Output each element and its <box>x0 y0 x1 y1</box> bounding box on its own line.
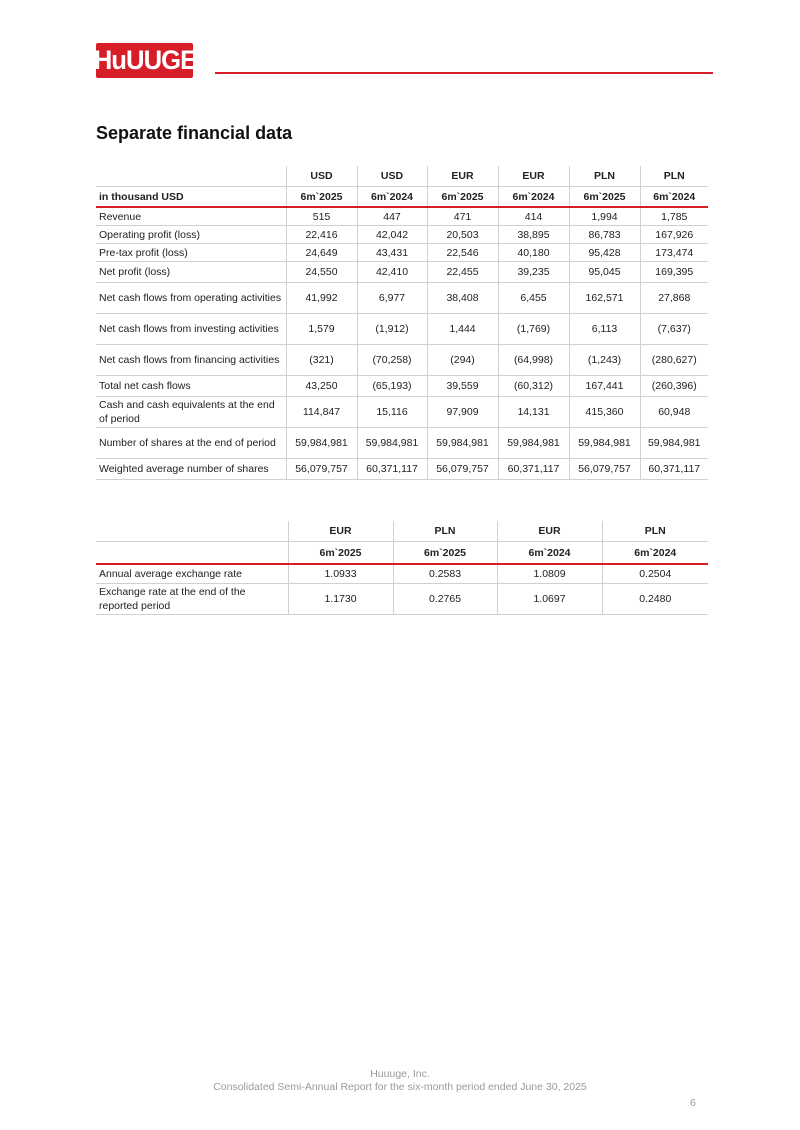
header-blank-cell <box>96 542 288 565</box>
table-cell: 56,079,757 <box>569 459 640 480</box>
currency-header: EUR <box>427 166 498 187</box>
table-row <box>96 262 708 283</box>
table-cell: (321) <box>286 345 357 376</box>
currency-header: PLN <box>569 166 640 187</box>
table-row <box>96 564 708 584</box>
table-cell: 60,371,117 <box>640 459 708 480</box>
row-label: Net cash flows from investing activities <box>96 314 286 345</box>
table-cell: 59,984,981 <box>640 428 708 459</box>
period-header-row <box>96 187 708 208</box>
currency-header-row <box>96 521 708 542</box>
row-label: Cash and cash equivalents at the end of period <box>96 397 286 428</box>
period-header-row <box>96 542 708 565</box>
table-cell: 515 <box>286 207 357 226</box>
table-cell: 95,428 <box>569 244 640 262</box>
header-rule <box>215 72 713 74</box>
table-cell: 42,042 <box>357 226 427 244</box>
table-row <box>96 345 708 376</box>
row-label: Net cash flows from operating activities <box>96 283 286 314</box>
table-cell: 27,868 <box>640 283 708 314</box>
table-cell: 0.2480 <box>602 584 708 615</box>
financial-data-table <box>96 166 708 480</box>
table-cell: (1,912) <box>357 314 427 345</box>
table-cell: 43,250 <box>286 376 357 397</box>
table-cell: 167,441 <box>569 376 640 397</box>
table-cell: 59,984,981 <box>427 428 498 459</box>
period-header: 6m`2024 <box>498 187 569 208</box>
table-cell: 1,785 <box>640 207 708 226</box>
page-footer <box>0 1068 800 1094</box>
table-cell: 173,474 <box>640 244 708 262</box>
table-cell: 60,948 <box>640 397 708 428</box>
table-cell: 24,649 <box>286 244 357 262</box>
table-cell: 40,180 <box>498 244 569 262</box>
table-cell: 169,395 <box>640 262 708 283</box>
row-label: Weighted average number of shares <box>96 459 286 480</box>
row-label: Net cash flows from financing activities <box>96 345 286 376</box>
table-cell: 6,977 <box>357 283 427 314</box>
period-header: 6m`2025 <box>569 187 640 208</box>
table-cell: 6,113 <box>569 314 640 345</box>
table-cell: 15,116 <box>357 397 427 428</box>
table-cell: 60,371,117 <box>357 459 427 480</box>
period-header: 6m`2025 <box>288 542 393 565</box>
period-header: 6m`2025 <box>286 187 357 208</box>
unit-header: in thousand USD <box>96 187 286 208</box>
currency-header: USD <box>357 166 427 187</box>
table-cell: 114,847 <box>286 397 357 428</box>
table-cell: 1.0809 <box>497 564 602 584</box>
currency-header: PLN <box>602 521 708 542</box>
table-cell: 1,994 <box>569 207 640 226</box>
period-header: 6m`2024 <box>602 542 708 565</box>
currency-header: USD <box>286 166 357 187</box>
table-row <box>96 376 708 397</box>
table-cell: 20,503 <box>427 226 498 244</box>
table-cell: (7,637) <box>640 314 708 345</box>
exchange-rate-table <box>96 521 708 615</box>
table-cell: 24,550 <box>286 262 357 283</box>
footer-company: Huuuge, Inc. <box>370 1068 430 1080</box>
table-cell: 56,079,757 <box>427 459 498 480</box>
logo-text: HuUUGE <box>93 45 196 75</box>
table-cell: 1,444 <box>427 314 498 345</box>
table-cell: 0.2583 <box>393 564 497 584</box>
table-cell: 22,455 <box>427 262 498 283</box>
table-cell: 1.0697 <box>497 584 602 615</box>
currency-header: EUR <box>498 166 569 187</box>
header-blank-cell <box>96 521 288 542</box>
currency-header: EUR <box>288 521 393 542</box>
table-cell: 415,360 <box>569 397 640 428</box>
table-cell: (280,627) <box>640 345 708 376</box>
table-row <box>96 207 708 226</box>
table-cell: 162,571 <box>569 283 640 314</box>
row-label: Pre-tax profit (loss) <box>96 244 286 262</box>
section-title: Separate financial data <box>96 123 293 143</box>
table-cell: 0.2765 <box>393 584 497 615</box>
table-cell: (260,396) <box>640 376 708 397</box>
period-header: 6m`2024 <box>640 187 708 208</box>
table-cell: 39,559 <box>427 376 498 397</box>
table-cell: 56,079,757 <box>286 459 357 480</box>
table-cell: 471 <box>427 207 498 226</box>
table-cell: (60,312) <box>498 376 569 397</box>
table-cell: 6,455 <box>498 283 569 314</box>
row-label: Revenue <box>96 207 286 226</box>
currency-header: PLN <box>393 521 497 542</box>
table-cell: 0.2504 <box>602 564 708 584</box>
table-cell: 86,783 <box>569 226 640 244</box>
table-cell: 22,416 <box>286 226 357 244</box>
table-cell: 59,984,981 <box>498 428 569 459</box>
period-header: 6m`2025 <box>427 187 498 208</box>
currency-header: EUR <box>497 521 602 542</box>
row-label: Number of shares at the end of period <box>96 428 286 459</box>
row-label: Annual average exchange rate <box>96 564 288 584</box>
table-cell: (1,243) <box>569 345 640 376</box>
table-cell: 42,410 <box>357 262 427 283</box>
table-cell: 60,371,117 <box>498 459 569 480</box>
table-cell: 43,431 <box>357 244 427 262</box>
table-row <box>96 428 708 459</box>
table-cell: 59,984,981 <box>357 428 427 459</box>
table-cell: (1,769) <box>498 314 569 345</box>
table-row <box>96 283 708 314</box>
table-row <box>96 397 708 428</box>
currency-header: PLN <box>640 166 708 187</box>
row-label: Total net cash flows <box>96 376 286 397</box>
table-cell: 38,895 <box>498 226 569 244</box>
period-header: 6m`2024 <box>357 187 427 208</box>
table-row <box>96 314 708 345</box>
table-row <box>96 226 708 244</box>
table-cell: 414 <box>498 207 569 226</box>
footer-report-title: Consolidated Semi-Annual Report for the six-month period ended June 30, 2025 <box>213 1081 587 1093</box>
table-cell: 14,131 <box>498 397 569 428</box>
table-cell: (294) <box>427 345 498 376</box>
period-header: 6m`2025 <box>393 542 497 565</box>
table-cell: 1.0933 <box>288 564 393 584</box>
table-cell: 22,546 <box>427 244 498 262</box>
row-label: Operating profit (loss) <box>96 226 286 244</box>
currency-header-row <box>96 166 708 187</box>
table-cell: 95,045 <box>569 262 640 283</box>
table-cell: (64,998) <box>498 345 569 376</box>
row-label: Exchange rate at the end of the reported period <box>96 584 288 615</box>
table-row <box>96 584 708 615</box>
table-cell: 97,909 <box>427 397 498 428</box>
table-row <box>96 459 708 480</box>
row-label: Net profit (loss) <box>96 262 286 283</box>
table-cell: 1,579 <box>286 314 357 345</box>
table-cell: 59,984,981 <box>569 428 640 459</box>
table-cell: (65,193) <box>357 376 427 397</box>
table-cell: 39,235 <box>498 262 569 283</box>
huuuge-logo <box>93 43 196 78</box>
header-blank-cell <box>96 166 286 187</box>
table-row <box>96 244 708 262</box>
page-number: 6 <box>690 1097 696 1109</box>
table-cell: 59,984,981 <box>286 428 357 459</box>
table-cell: 167,926 <box>640 226 708 244</box>
table-cell: 41,992 <box>286 283 357 314</box>
table-cell: 447 <box>357 207 427 226</box>
table-cell: (70,258) <box>357 345 427 376</box>
table-cell: 38,408 <box>427 283 498 314</box>
period-header: 6m`2024 <box>497 542 602 565</box>
table-cell: 1.1730 <box>288 584 393 615</box>
